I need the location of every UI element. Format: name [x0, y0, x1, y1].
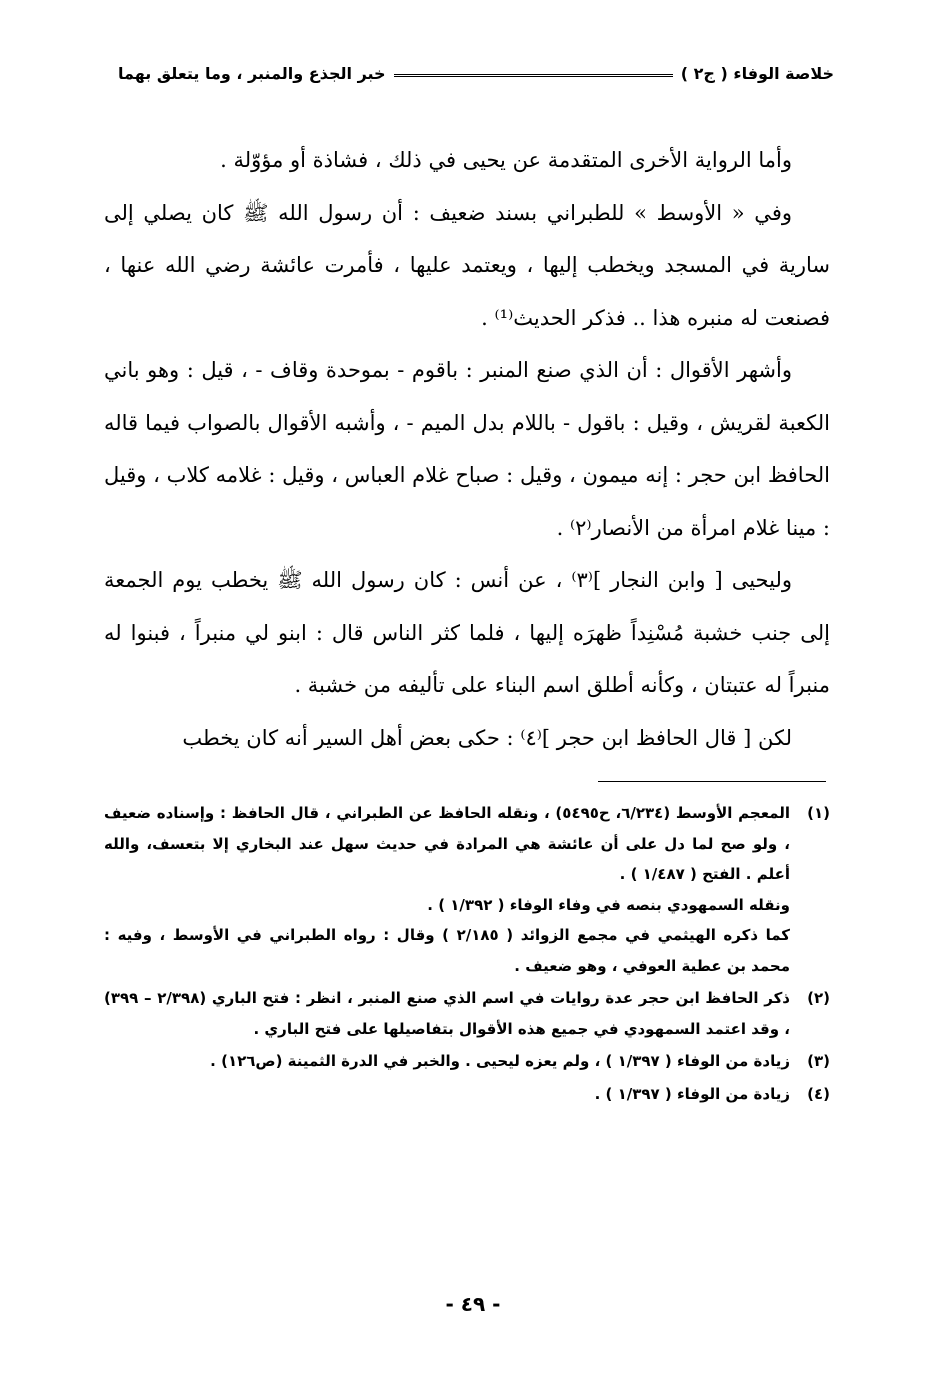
footnote	[104, 1046, 830, 1077]
footnote-separator	[598, 781, 826, 782]
page-number: - ٤٩ -	[445, 1292, 501, 1316]
footnotes	[104, 798, 830, 1111]
header-rule	[394, 74, 673, 77]
footnote-body	[104, 1046, 790, 1077]
paragraph: لكن [ قال الحافظ ابن حجر ]⁽٤⁾ : حكى بعض أهل السير أنه كان يخطب	[182, 725, 792, 750]
footnote	[104, 1079, 830, 1110]
header-book-title: خلاصة الوفاء ( ج٢ )	[680, 63, 834, 83]
footnote-line: ونقله السمهودي بنصه في وفاء الوفاء ( ١/٣٩٢ ) .	[427, 895, 790, 914]
paragraph: وفي « الأوسط » للطبراني بسند ضعيف : أن رسول الله ﷺ كان يصلي إلى سارية في المسجد ويخطب إليها ، ويعتمد عليها ، فأمرت عائشة رضي الله عنها ، فصنعت له منبره هذا .. فذكر الحديث⁽¹⁾ .	[104, 200, 830, 330]
header-section-title: خبر الجذع والمنبر ، وما يتعلق بهما	[118, 63, 386, 83]
paragraph: وليحيى [ وابن النجار ]⁽٣⁾ ، عن أنس : كان رسول الله ﷺ يخطب يوم الجمعة إلى جنب خشبة مُسْنِداً ظهرَه إليها ، فلما كثر الناس قال : ابنو لي منبراً ، فبنوا له منبراً له عتبتان ، وكأنه أطلق اسم البناء على تأليفه من خشبة .	[104, 568, 830, 697]
footnote	[104, 798, 830, 981]
paragraph: وأما الرواية الأخرى المتقدمة عن يحيى في ذلك ، فشاذة أو مؤوّلة .	[220, 148, 792, 172]
footnote	[104, 983, 830, 1044]
footnote-body	[104, 983, 790, 1044]
footnote-line: زيادة من الوفاء ( ١/٣٩٧ ) .	[594, 1084, 790, 1103]
footnote-line: كما ذكره الهيثمي في مجمع الزوائد ( ٢/١٨٥ ) وقال : رواه الطبراني في الأوسط ، وفيه : محمد بن عطية العوفي ، وهو ضعيف .	[104, 926, 790, 975]
running-header	[118, 58, 834, 88]
footnote-number: (٤)	[807, 1084, 830, 1103]
paragraph: وأشهر الأقوال : أن الذي صنع المنبر : باقوم - بموحدة وقاف - ، قيل : وهو باني الكعبة لقريش ، وقيل : باقول - باللام بدل الميم - ، وأشبه الأقوال بالصواب فيما قاله الحافظ ابن حجر : إنه ميمون ، وقيل : صباح غلام العباس ، وقيل : غلامه كلاب ، وقيل : مينا غلام امرأة من الأنصار⁽٢⁾ .	[104, 358, 830, 540]
footnote-body	[104, 1079, 790, 1110]
footnote-number: (٣)	[807, 1052, 830, 1070]
footnote-line: المعجم الأوسط (٦/٢٣٤، ح٥٤٩٥) ، ونقله الحافظ عن الطبراني ، قال الحافظ : وإسناده ضعيف ، ولو صح لما دل على أن عائشة هي المرادة في حديث سهل عند البخاري إلا بتعسف، والله أعلم . الفتح ( ١/٤٨٧ ) .	[104, 804, 791, 883]
footnote-number: (١)	[807, 804, 830, 822]
footnote-body	[104, 798, 790, 981]
main-text	[104, 134, 830, 764]
footnote-number: (٢)	[807, 989, 830, 1007]
footnote-line: زيادة من الوفاء ( ١/٣٩٧ ) ، ولم يعزه ليحيى . والخبر في الدرة الثمينة (ص١٢٦) .	[210, 1052, 790, 1070]
footnote-line: ذكر الحافظ ابن حجر عدة روايات في اسم الذي صنع المنبر ، انظر : فتح الباري (٢/٣٩٨ – ٣٩٩) ، وقد اعتمد السمهودي في جميع هذه الأقوال بتفاصيلها على فتح الباري .	[104, 989, 790, 1038]
